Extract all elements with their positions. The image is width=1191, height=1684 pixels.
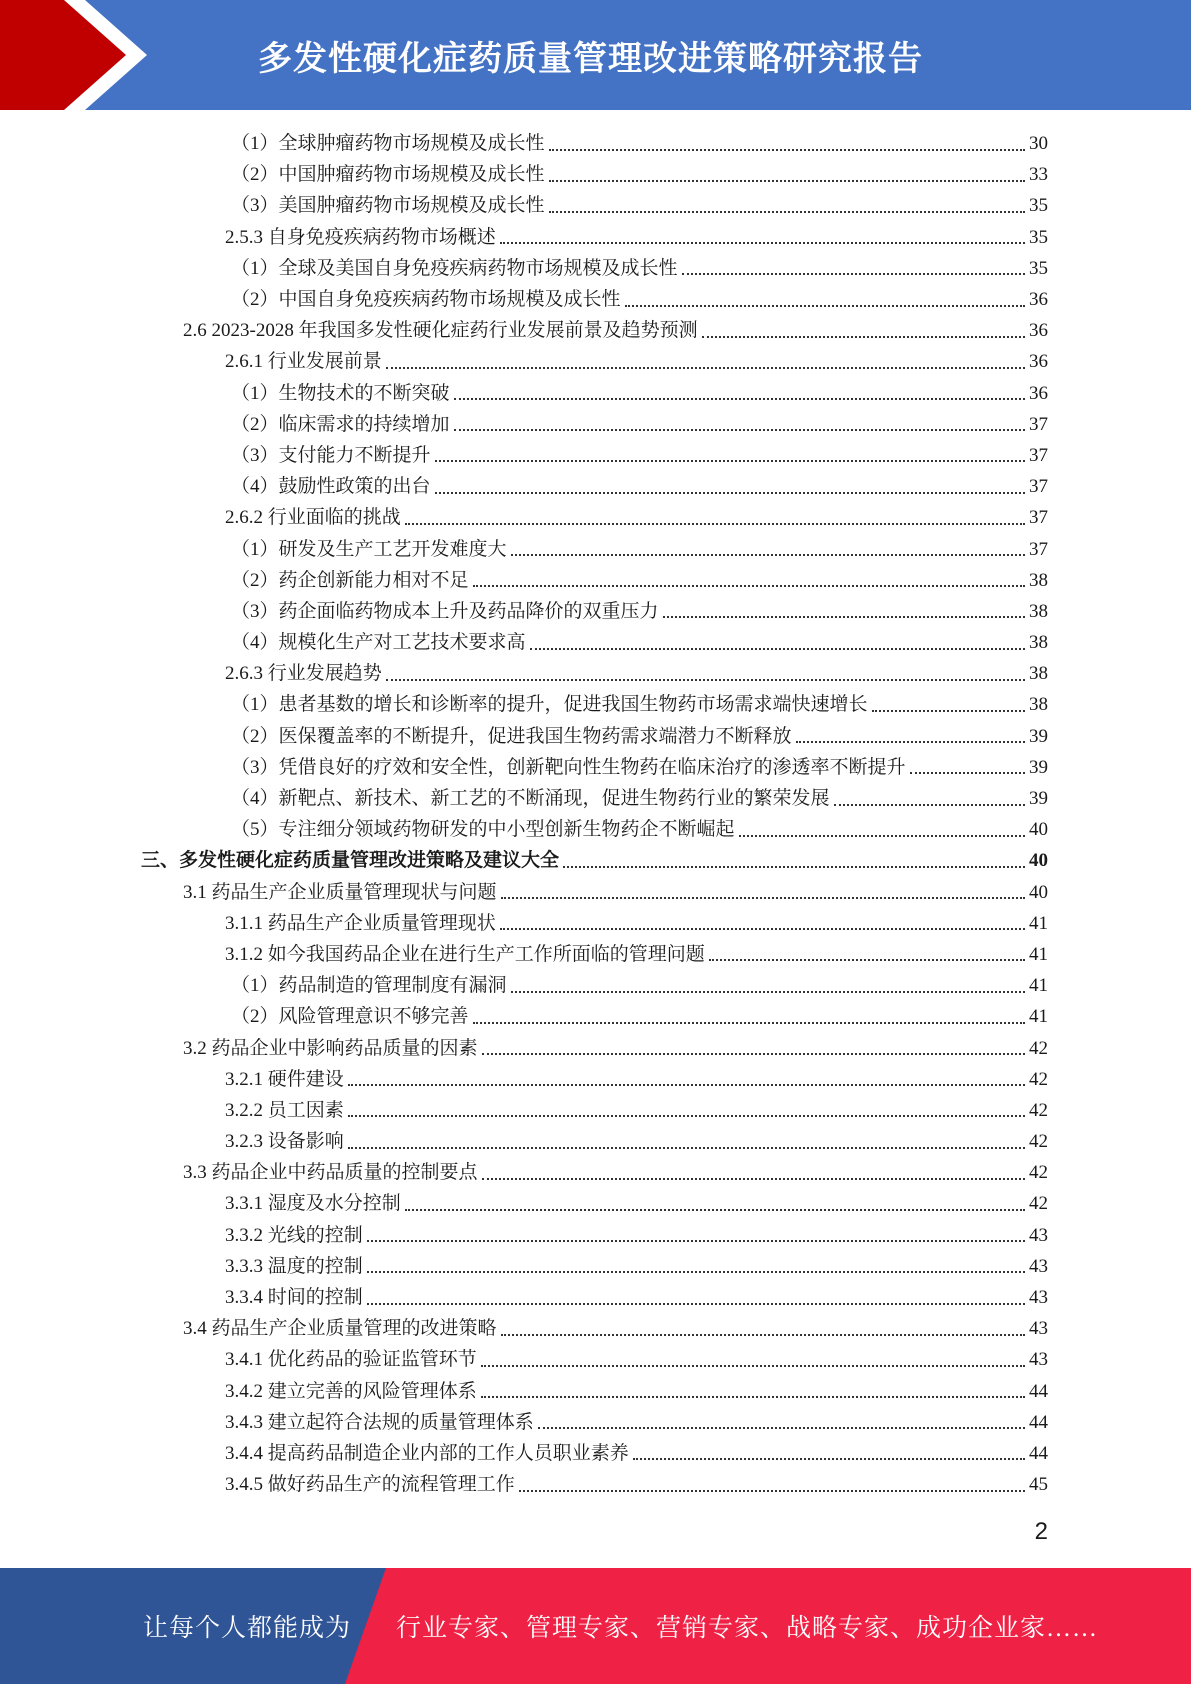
toc-entry-page: 41: [1029, 1006, 1048, 1028]
footer-slogan-left: 让每个人都能成为: [143, 1615, 352, 1642]
toc-entry-page: 38: [1029, 663, 1048, 685]
toc-entry-page: 36: [1029, 351, 1048, 373]
toc-entry-title: （5）专注细分领域药物研发的中小型创新生物药企不断崛起: [231, 819, 735, 841]
toc-entry-title: （1）全球肿瘤药物市场规模及成长性: [231, 133, 545, 155]
toc-entry-page: 40: [1029, 850, 1048, 872]
toc-entry-title: （1）药品制造的管理制度有漏洞: [231, 975, 507, 997]
toc-entry-page: 35: [1029, 195, 1048, 217]
toc-entry[interactable]: [0, 783, 1191, 814]
toc-entry-page: 41: [1029, 912, 1048, 934]
toc-entry-title: （2）风险管理意识不够完善: [231, 1006, 469, 1028]
toc-entry-page: 44: [1029, 1411, 1048, 1433]
toc-entry-title: （2）中国肿瘤药物市场规模及成长性: [231, 164, 545, 186]
toc-entry[interactable]: [0, 471, 1191, 502]
toc-entry[interactable]: [0, 1001, 1191, 1032]
toc-entry-page: 39: [1029, 788, 1048, 810]
toc-dot-leader: [501, 1334, 1025, 1336]
toc-entry[interactable]: [0, 1064, 1191, 1095]
toc-entry-page: 44: [1029, 1380, 1048, 1402]
toc-entry[interactable]: [0, 502, 1191, 533]
toc-entry[interactable]: [0, 939, 1191, 970]
toc-entry-title: （2）药企创新能力相对不足: [231, 569, 469, 591]
toc-entry[interactable]: [0, 222, 1191, 253]
toc-entry-title: （3）美国肿瘤药物市场规模及成长性: [231, 195, 545, 217]
toc-entry-page: 38: [1029, 694, 1048, 716]
toc-entry-page: 39: [1029, 725, 1048, 747]
toc-entry-page: 37: [1029, 413, 1048, 435]
toc-entry-title: （1）患者基数的增长和诊断率的提升，促进我国生物药市场需求端快速增长: [231, 694, 868, 716]
toc-dot-leader: [625, 305, 1025, 307]
toc-entry-page: 30: [1029, 133, 1048, 155]
toc-dot-leader: [405, 1209, 1025, 1211]
toc-dot-leader: [454, 429, 1025, 431]
toc-entry-title: 3.2.3 设备影响: [225, 1131, 344, 1153]
toc-entry-page: 38: [1029, 600, 1048, 622]
toc-entry-title: 3.3 药品企业中药品质量的控制要点: [183, 1162, 478, 1184]
toc-dot-leader: [386, 367, 1025, 369]
toc-entry[interactable]: [0, 658, 1191, 689]
toc-entry-page: 35: [1029, 226, 1048, 248]
toc-dot-leader: [549, 180, 1025, 182]
toc-entry-title: 3.4.1 优化药品的验证监管环节: [225, 1349, 477, 1371]
toc-dot-leader: [709, 959, 1025, 961]
toc-entry-page: 40: [1029, 819, 1048, 841]
toc-entry[interactable]: [0, 877, 1191, 908]
toc-entry-title: （4）新靶点、新技术、新工艺的不断涌现，促进生物药行业的繁荣发展: [231, 788, 830, 810]
toc-entry-title: （2）临床需求的持续增加: [231, 413, 450, 435]
toc-dot-leader: [549, 149, 1025, 151]
toc-entry[interactable]: [0, 253, 1191, 284]
toc-entry-title: 3.2 药品企业中影响药品质量的因素: [183, 1037, 478, 1059]
toc-entry[interactable]: [0, 1251, 1191, 1282]
toc-entry-title: 3.1 药品生产企业质量管理现状与问题: [183, 881, 497, 903]
toc-entry[interactable]: [0, 1407, 1191, 1438]
toc-entry-title: （2）医保覆盖率的不断提升，促进我国生物药需求端潜力不断释放: [231, 725, 792, 747]
toc-entry-page: 40: [1029, 881, 1048, 903]
toc-entry-page: 38: [1029, 632, 1048, 654]
toc-entry[interactable]: [0, 689, 1191, 720]
toc-entry-page: 39: [1029, 756, 1048, 778]
toc-entry[interactable]: [0, 1220, 1191, 1251]
toc-entry[interactable]: [0, 908, 1191, 939]
toc-entry[interactable]: [0, 721, 1191, 752]
toc-entry-title: 3.3.1 湿度及水分控制: [225, 1193, 401, 1215]
toc-entry[interactable]: [0, 1438, 1191, 1469]
toc-dot-leader: [834, 804, 1025, 806]
footer-slogan-right: 行业专家、管理专家、营销专家、战略专家、成功企业家……: [396, 1615, 1099, 1642]
toc-entry-page: 42: [1029, 1193, 1048, 1215]
toc-entry[interactable]: [0, 1282, 1191, 1313]
table-of-contents: [0, 128, 1191, 1500]
toc-dot-leader: [633, 1458, 1025, 1460]
toc-entry-page: 37: [1029, 444, 1048, 466]
toc-entry[interactable]: [0, 533, 1191, 564]
toc-entry-page: 43: [1029, 1224, 1048, 1246]
toc-dot-leader: [348, 1115, 1025, 1117]
toc-dot-leader: [563, 866, 1025, 868]
toc-entry-page: 36: [1029, 289, 1048, 311]
toc-entry-title: 2.6.3 行业发展趋势: [225, 663, 382, 685]
toc-entry[interactable]: [0, 1313, 1191, 1344]
toc-dot-leader: [538, 1427, 1025, 1429]
toc-entry-title: 3.4.3 建立起符合法规的质量管理体系: [225, 1411, 534, 1433]
toc-dot-leader: [549, 211, 1025, 213]
toc-dot-leader: [663, 616, 1025, 618]
toc-entry-page: 42: [1029, 1037, 1048, 1059]
toc-dot-leader: [501, 897, 1025, 899]
toc-entry-page: 41: [1029, 943, 1048, 965]
toc-entry-title: （1）全球及美国自身免疫疾病药物市场规模及成长性: [231, 257, 678, 279]
toc-dot-leader: [405, 523, 1025, 525]
toc-dot-leader: [348, 1147, 1025, 1149]
toc-entry-page: 43: [1029, 1318, 1048, 1340]
page-footer: [0, 1568, 1191, 1684]
toc-dot-leader: [482, 1053, 1025, 1055]
toc-dot-leader: [511, 554, 1025, 556]
toc-dot-leader: [500, 928, 1025, 930]
toc-entry-page: 36: [1029, 320, 1048, 342]
toc-dot-leader: [530, 648, 1025, 650]
toc-entry-page: 42: [1029, 1131, 1048, 1153]
toc-entry-title: （4）规模化生产对工艺技术要求高: [231, 632, 526, 654]
toc-dot-leader: [702, 336, 1025, 338]
toc-entry[interactable]: [0, 128, 1191, 159]
toc-entry[interactable]: [0, 346, 1191, 377]
toc-dot-leader: [386, 679, 1025, 681]
red-chevron-decoration: [0, 0, 160, 110]
toc-entry-title: 3.1.2 如今我国药品企业在进行生产工作所面临的管理问题: [225, 943, 705, 965]
toc-entry[interactable]: [0, 1469, 1191, 1500]
toc-dot-leader: [473, 1022, 1025, 1024]
toc-entry-title: （3）药企面临药物成本上升及药品降价的双重压力: [231, 600, 659, 622]
toc-dot-leader: [481, 1365, 1025, 1367]
toc-entry-page: 42: [1029, 1099, 1048, 1121]
toc-entry[interactable]: [0, 1126, 1191, 1157]
toc-dot-leader: [482, 1178, 1025, 1180]
toc-entry-title: （3）凭借良好的疗效和安全性，创新靶向性生物药在临床治疗的渗透率不断提升: [231, 756, 906, 778]
toc-entry-title: （4）鼓励性政策的出台: [231, 476, 431, 498]
toc-dot-leader: [481, 1396, 1025, 1398]
toc-entry[interactable]: [0, 814, 1191, 845]
toc-entry-title: 3.2.2 员工因素: [225, 1099, 344, 1121]
toc-entry-page: 35: [1029, 257, 1048, 279]
toc-entry[interactable]: [0, 378, 1191, 409]
toc-dot-leader: [348, 1084, 1025, 1086]
toc-dot-leader: [367, 1303, 1025, 1305]
toc-entry[interactable]: [0, 970, 1191, 1001]
toc-entry-title: 2.5.3 自身免疫疾病药物市场概述: [225, 226, 496, 248]
toc-dot-leader: [367, 1240, 1025, 1242]
toc-entry[interactable]: [0, 315, 1191, 346]
toc-entry[interactable]: [0, 596, 1191, 627]
toc-entry-page: 42: [1029, 1162, 1048, 1184]
toc-entry[interactable]: [0, 565, 1191, 596]
toc-entry-title: 3.2.1 硬件建设: [225, 1068, 344, 1090]
toc-entry-title: 3.3.3 温度的控制: [225, 1255, 363, 1277]
toc-entry-title: （3）支付能力不断提升: [231, 444, 431, 466]
toc-entry[interactable]: [0, 845, 1191, 876]
toc-entry-page: 36: [1029, 382, 1048, 404]
toc-entry-page: 43: [1029, 1255, 1048, 1277]
toc-entry-title: 3.4.4 提高药品制造企业内部的工作人员职业素养: [225, 1442, 629, 1464]
toc-entry-page: 38: [1029, 569, 1048, 591]
toc-entry-page: 45: [1029, 1474, 1048, 1496]
page-number: 2: [1034, 1518, 1048, 1545]
toc-entry-title: 三、多发性硬化症药质量管理改进策略及建议大全: [141, 850, 560, 872]
toc-dot-leader: [519, 1490, 1025, 1492]
toc-dot-leader: [454, 398, 1025, 400]
toc-entry-title: 3.3.2 光线的控制: [225, 1224, 363, 1246]
toc-dot-leader: [739, 835, 1025, 837]
toc-entry[interactable]: [0, 409, 1191, 440]
toc-dot-leader: [872, 710, 1025, 712]
toc-entry-title: 2.6.1 行业发展前景: [225, 351, 382, 373]
toc-dot-leader: [435, 492, 1025, 494]
toc-entry-title: 3.4 药品生产企业质量管理的改进策略: [183, 1318, 497, 1340]
toc-entry-title: 3.4.2 建立完善的风险管理体系: [225, 1380, 477, 1402]
toc-entry[interactable]: [0, 284, 1191, 315]
toc-dot-leader: [367, 1271, 1025, 1273]
toc-dot-leader: [796, 741, 1025, 743]
toc-entry-title: （2）中国自身免疫疾病药物市场规模及成长性: [231, 289, 621, 311]
toc-entry[interactable]: [0, 1157, 1191, 1188]
toc-dot-leader: [682, 273, 1025, 275]
toc-entry-page: 37: [1029, 476, 1048, 498]
toc-entry[interactable]: [0, 1376, 1191, 1407]
toc-entry-title: （1）研发及生产工艺开发难度大: [231, 538, 507, 560]
toc-dot-leader: [473, 585, 1025, 587]
toc-entry-page: 33: [1029, 164, 1048, 186]
toc-entry-page: 37: [1029, 538, 1048, 560]
toc-entry[interactable]: [0, 440, 1191, 471]
toc-entry[interactable]: [0, 1095, 1191, 1126]
page-header: [0, 0, 1191, 110]
toc-entry-title: 3.4.5 做好药品生产的流程管理工作: [225, 1474, 515, 1496]
toc-entry-title: （1）生物技术的不断突破: [231, 382, 450, 404]
toc-entry-page: 42: [1029, 1068, 1048, 1090]
toc-dot-leader: [435, 460, 1025, 462]
toc-entry-title: 2.6.2 行业面临的挑战: [225, 507, 401, 529]
toc-entry[interactable]: [0, 627, 1191, 658]
toc-dot-leader: [910, 772, 1025, 774]
toc-entry[interactable]: [0, 1188, 1191, 1219]
toc-entry-page: 41: [1029, 975, 1048, 997]
toc-entry-title: 3.3.4 时间的控制: [225, 1287, 363, 1309]
toc-entry[interactable]: [0, 1032, 1191, 1063]
toc-entry[interactable]: [0, 1344, 1191, 1375]
toc-entry-title: 3.1.1 药品生产企业质量管理现状: [225, 912, 496, 934]
toc-entry[interactable]: [0, 159, 1191, 190]
toc-entry[interactable]: [0, 752, 1191, 783]
toc-entry-page: 43: [1029, 1349, 1048, 1371]
toc-entry-page: 37: [1029, 507, 1048, 529]
toc-entry[interactable]: [0, 190, 1191, 221]
report-title: 多发性硬化症药质量管理改进策略研究报告: [258, 38, 923, 79]
toc-entry-page: 43: [1029, 1287, 1048, 1309]
toc-dot-leader: [500, 242, 1025, 244]
toc-dot-leader: [511, 991, 1025, 993]
toc-entry-title: 2.6 2023-2028 年我国多发性硬化症药行业发展前景及趋势预测: [183, 320, 698, 342]
toc-entry-page: 44: [1029, 1442, 1048, 1464]
